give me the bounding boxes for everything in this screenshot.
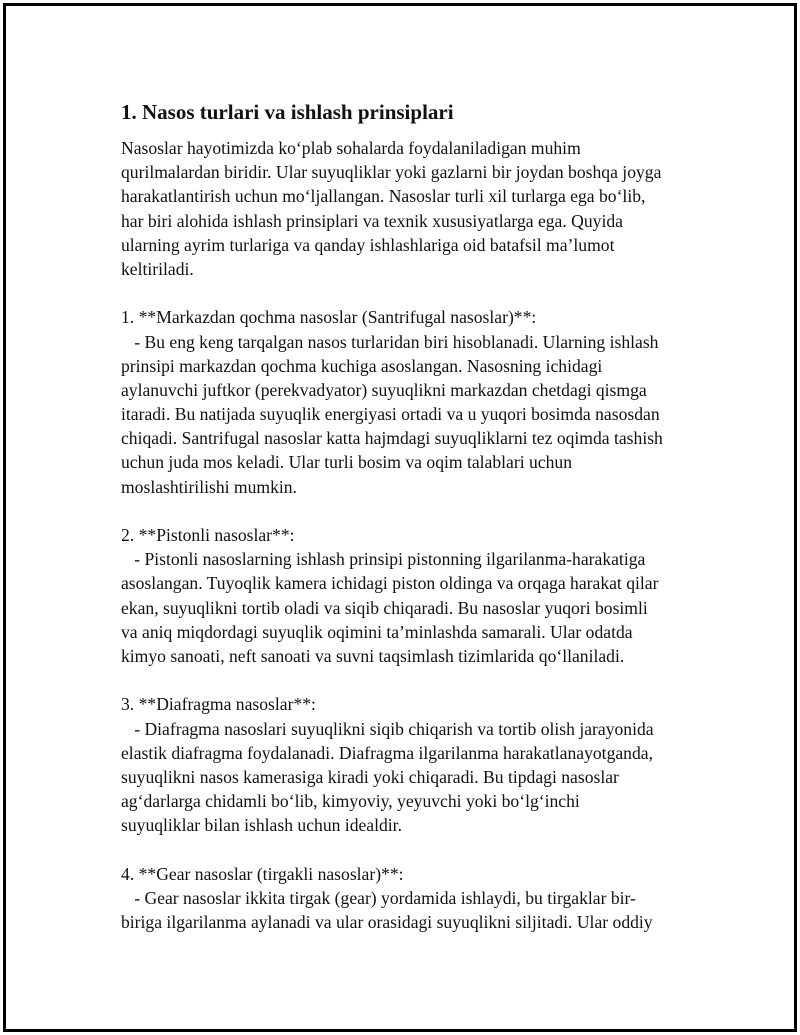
- text-line: 4. **Gear nasoslar (tirgakli nasoslar)**:: [121, 863, 404, 884]
- text-line: prinsipi markazdan qochma kuchiga asoslangan. Nasosning ichidagi: [121, 355, 603, 376]
- text-line: 3. **Diafragma nasoslar**:: [121, 694, 316, 715]
- blank-line: [121, 499, 701, 523]
- text-line: kimyo sanoati, neft sanoati va suvni taqsimlash tizimlarida qo‘llaniladi.: [121, 645, 625, 666]
- paragraph-lines: [121, 136, 701, 934]
- text-line: - Pistonli nasoslarning ishlash prinsipi pistonning ilgarilanma-harakatiga: [121, 549, 646, 570]
- text-line: va aniq miqdordagi suyuqlik oqimini ta’minlashda samarali. Ular odatda: [121, 621, 633, 642]
- text-line: - Bu eng keng tarqalgan nasos turlaridan biri hisoblanadi. Ularning ishlash: [121, 331, 659, 352]
- text-line: uchun juda mos keladi. Ular turli bosim va oqim talablari uchun: [121, 452, 572, 473]
- text-line: suyuqlikni nasos kamerasiga kiradi yoki chiqaradi. Bu tipdagi nasoslar: [121, 766, 619, 787]
- text-line: - Gear nasoslar ikkita tirgak (gear) yordamida ishlaydi, bu tirgaklar bir-: [121, 887, 636, 908]
- text-line: ag‘darlarga chidamli bo‘lib, kimyoviy, yeyuvchi yoki bo‘lg‘inchi: [121, 791, 580, 812]
- text-line: qurilmalardan biridir. Ular suyuqliklar yoki gazlarni bir joydan boshqa joyga: [121, 162, 662, 183]
- page-frame: [3, 3, 797, 1032]
- text-line: itaradi. Bu natijada suyuqlik energiyasi ortadi va u yuqori bosimda nasosdan: [121, 404, 660, 425]
- text-line: 1. **Markazdan qochma nasoslar (Santrifugal nasoslar)**:: [121, 307, 537, 328]
- blank-line: [121, 837, 701, 861]
- text-line: har biri alohida ishlash prinsiplari va texnik xususiyatlarga ega. Quyida: [121, 210, 623, 231]
- document-body: [121, 98, 701, 934]
- text-line: suyuqliklar bilan ishlash uchun idealdir.: [121, 815, 402, 836]
- section-title: 1. Nasos turlari va ishlash prinsiplari: [121, 100, 454, 124]
- text-line: biriga ilgarilanma aylanadi va ular orasidagi suyuqlikni siljitadi. Ular oddiy: [121, 912, 653, 932]
- text-line: moslashtirilishi mumkin.: [121, 476, 297, 497]
- text-line: asoslangan. Tuyoqlik kamera ichidagi piston oldinga va orqaga harakat qilar: [121, 573, 659, 594]
- text-line: 2. **Pistonli nasoslar**:: [121, 525, 295, 545]
- text-line: harakatlantirish uchun mo‘ljallangan. Nasoslar turli xil turlarga ega bo‘lib,: [121, 186, 646, 207]
- text-line: keltiriladi.: [121, 258, 194, 279]
- text-line: elastik diafragma foydalanadi. Diafragma ilgarilanma harakatlanayotganda,: [121, 742, 653, 763]
- text-line: - Diafragma nasoslari suyuqlikni siqib chiqarish va tortib olish jarayonida: [121, 718, 654, 739]
- text-line: Nasoslar hayotimizda ko‘plab sohalarda foydalaniladigan muhim: [121, 138, 581, 158]
- text-line: ularning ayrim turlariga va qanday ishlashlariga oid batafsil ma’lumot: [121, 234, 615, 255]
- text-line: ekan, suyuqlikni tortib oladi va siqib chiqaradi. Bu nasoslar yuqori bosimli: [121, 597, 648, 618]
- blank-line: [121, 281, 701, 305]
- blank-line: [121, 668, 701, 692]
- text-line: aylanuvchi juftkor (perekvadyator) suyuqlikni markazdan chetdagi qismga: [121, 379, 647, 400]
- text-line: chiqadi. Santrifugal nasoslar katta hajmdagi suyuqliklarni tez oqimda tashish: [121, 428, 663, 449]
